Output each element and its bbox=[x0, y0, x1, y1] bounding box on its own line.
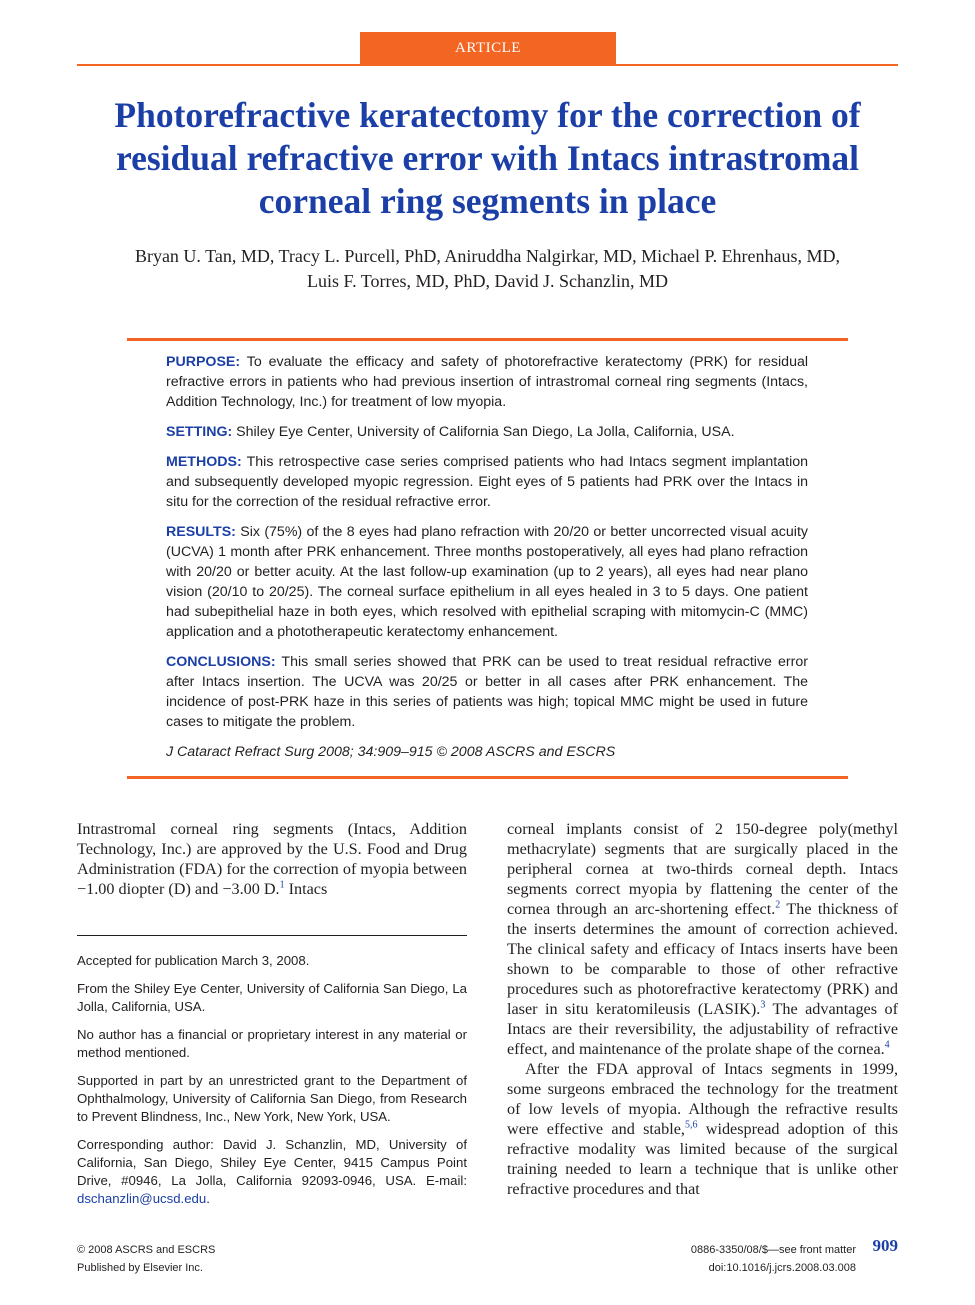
conclusions-label: CONCLUSIONS: bbox=[166, 654, 276, 670]
abstract-bottom-rule bbox=[127, 776, 848, 779]
reference-2[interactable]: 2 bbox=[775, 899, 781, 911]
journal-citation: J Cataract Refract Surg 2008; 34:909–915 © 2008 ASCRS and ESCRS bbox=[166, 744, 616, 760]
corresponding-end: . bbox=[206, 1191, 210, 1206]
corresponding-note bbox=[77, 1136, 467, 1208]
footer-left bbox=[77, 1241, 377, 1277]
body-text: widespread adoption of this refractive modality was limited because of the surgical training needed to learn a technique that is unlike other refractive procedures and that bbox=[507, 1120, 898, 1198]
disclosure-note: No author has a financial or proprietary interest in any material or method mentioned. bbox=[77, 1027, 467, 1060]
article-type-tag: ARTICLE bbox=[360, 32, 616, 65]
author-line-1: Bryan U. Tan, MD, Tracy L. Purcell, PhD, Aniruddha Nalgirkar, MD, Michael P. Ehrenhaus, MD, bbox=[134, 246, 841, 266]
body-column-left bbox=[77, 819, 467, 899]
author-line-2: Luis F. Torres, MD, PhD, David J. Schanzlin, MD bbox=[307, 271, 668, 291]
methods-text: This retrospective case series comprised patients who had Intacs segment implantation and subsequently developed myopic regression. Eight eyes of 5 patients had PRK over the Intacs in situ for the correction of the residual refractive error. bbox=[166, 454, 809, 510]
results-text: Six (75%) of the 8 eyes had plano refraction with 20/20 or better uncorrected visual acuity (UCVA) 1 month after PRK enhancement. Three months postoperatively, all eyes had plano refraction with 20/20 or better acuity. At the last follow-up examination (up to 2 years), all eyes had near plano vision (20/10 to 20/25). The corneal surface epithelium in all eyes healed in 3 to 5 days. One patient had subepithelial haze in both eyes, which resolved with epithelial scraping with mitomycin-C (MMC) application and a phototherapeutic keratectomy enhancement. bbox=[166, 524, 808, 640]
setting-text: Shiley Eye Center, University of California San Diego, La Jolla, California, USA. bbox=[236, 424, 735, 440]
doi: doi:10.1016/j.jcrs.2008.03.008 bbox=[708, 1262, 856, 1274]
abstract-results bbox=[166, 522, 808, 642]
abstract-conclusions bbox=[166, 652, 808, 732]
abstract bbox=[166, 352, 808, 772]
reference-1[interactable]: 1 bbox=[279, 879, 285, 891]
abstract-methods bbox=[166, 452, 808, 512]
purpose-label: PURPOSE: bbox=[166, 354, 241, 370]
abstract-purpose bbox=[166, 352, 808, 412]
body-text: Intacs bbox=[284, 880, 328, 898]
author-list bbox=[60, 244, 915, 294]
body-text: The thickness of the inserts determines the amount of correction achieved. The clinical safety and efficacy of Intacs inserts have been shown to be comparable to those of other refractive procedures such as photorefractive keratectomy (PRK) and laser in situ keratomileusis (LASIK). bbox=[507, 900, 898, 1018]
reference-5-6[interactable]: 5,6 bbox=[684, 1119, 698, 1131]
reference-3[interactable]: 3 bbox=[760, 999, 766, 1011]
methods-label: METHODS: bbox=[166, 454, 242, 470]
body-text: The advantages of Intacs are their reversibility, the adjustability of refractive effect, and maintenance of the prolate shape of the cornea. bbox=[507, 1000, 898, 1058]
abstract-setting bbox=[166, 422, 808, 442]
copyright: © 2008 ASCRS and ESCRS bbox=[77, 1244, 216, 1256]
body-column-right bbox=[507, 819, 898, 1199]
body-text: Intrastromal corneal ring segments (Intacs, Addition Technology, Inc.) are approved by the U.S. Food and Drug Administration (FDA) for the correction of myopia between −1.00 diopter (D) and −3.00 D. bbox=[77, 820, 467, 898]
page-number: 909 bbox=[872, 1236, 898, 1255]
publisher: Published by Elsevier Inc. bbox=[77, 1262, 203, 1274]
corresponding-text: Corresponding author: David J. Schanzlin, MD, University of California, San Diego, Shiley Eye Center, 9415 Campus Point Drive, #0946, La Jolla, California 92093-0946, USA. E-mail: bbox=[77, 1137, 467, 1188]
body-paragraph bbox=[77, 819, 467, 899]
footnotes bbox=[77, 952, 467, 1218]
results-label: RESULTS: bbox=[166, 524, 236, 540]
conclusions-text: This small series showed that PRK can be used to treat residual refractive error after Intacs insertion. The UCVA was 20/25 or better in all cases after PRK enhancement. The incidence of post-PRK haze in this series of patients was high; topical MMC might be used in future cases to mitigate the problem. bbox=[166, 654, 808, 730]
issn: 0886-3350/08/$—see front matter bbox=[690, 1244, 856, 1256]
abstract-top-rule bbox=[127, 338, 848, 341]
support-note: Supported in part by an unrestricted grant to the Department of Ophthalmology, University of California San Diego, from Research to Prevent Blindness, Inc., New York, New York, USA. bbox=[77, 1073, 467, 1124]
accepted-note: Accepted for publication March 3, 2008. bbox=[77, 953, 310, 968]
article-title: Photorefractive keratectomy for the correction of residual refractive error with Intacs intrastromal corneal ring segments in place bbox=[114, 95, 861, 221]
setting-label: SETTING: bbox=[166, 424, 233, 440]
email-link[interactable]: dschanzlin@ucsd.edu bbox=[77, 1191, 207, 1206]
reference-4[interactable]: 4 bbox=[884, 1039, 890, 1051]
purpose-text: To evaluate the efficacy and safety of photorefractive keratectomy (PRK) for residual refractive errors in patients who had previous insertion of intrastromal corneal ring segments (Intacs, Addition Technology, Inc.) for treatment of low myopia. bbox=[166, 354, 808, 410]
footer-right bbox=[560, 1241, 856, 1277]
body-text: corneal implants consist of 2 150-degree poly(methyl methacrylate) segments that are surgically placed in the peripheral cornea at two-thirds corneal depth. Intacs segments correct myopia by flattening the center of the cornea through an arc-shortening effect. bbox=[507, 820, 898, 918]
body-paragraph bbox=[507, 819, 898, 1059]
body-text: After the FDA approval of Intacs segments in 1999, some surgeons embraced the technology for the treatment of low levels of myopia. Although the refractive results were effective and stable, bbox=[507, 1060, 898, 1138]
footnote-divider bbox=[77, 935, 467, 936]
body-paragraph bbox=[507, 1059, 898, 1199]
affiliation-note: From the Shiley Eye Center, University of California San Diego, La Jolla, California, USA. bbox=[77, 981, 467, 1014]
